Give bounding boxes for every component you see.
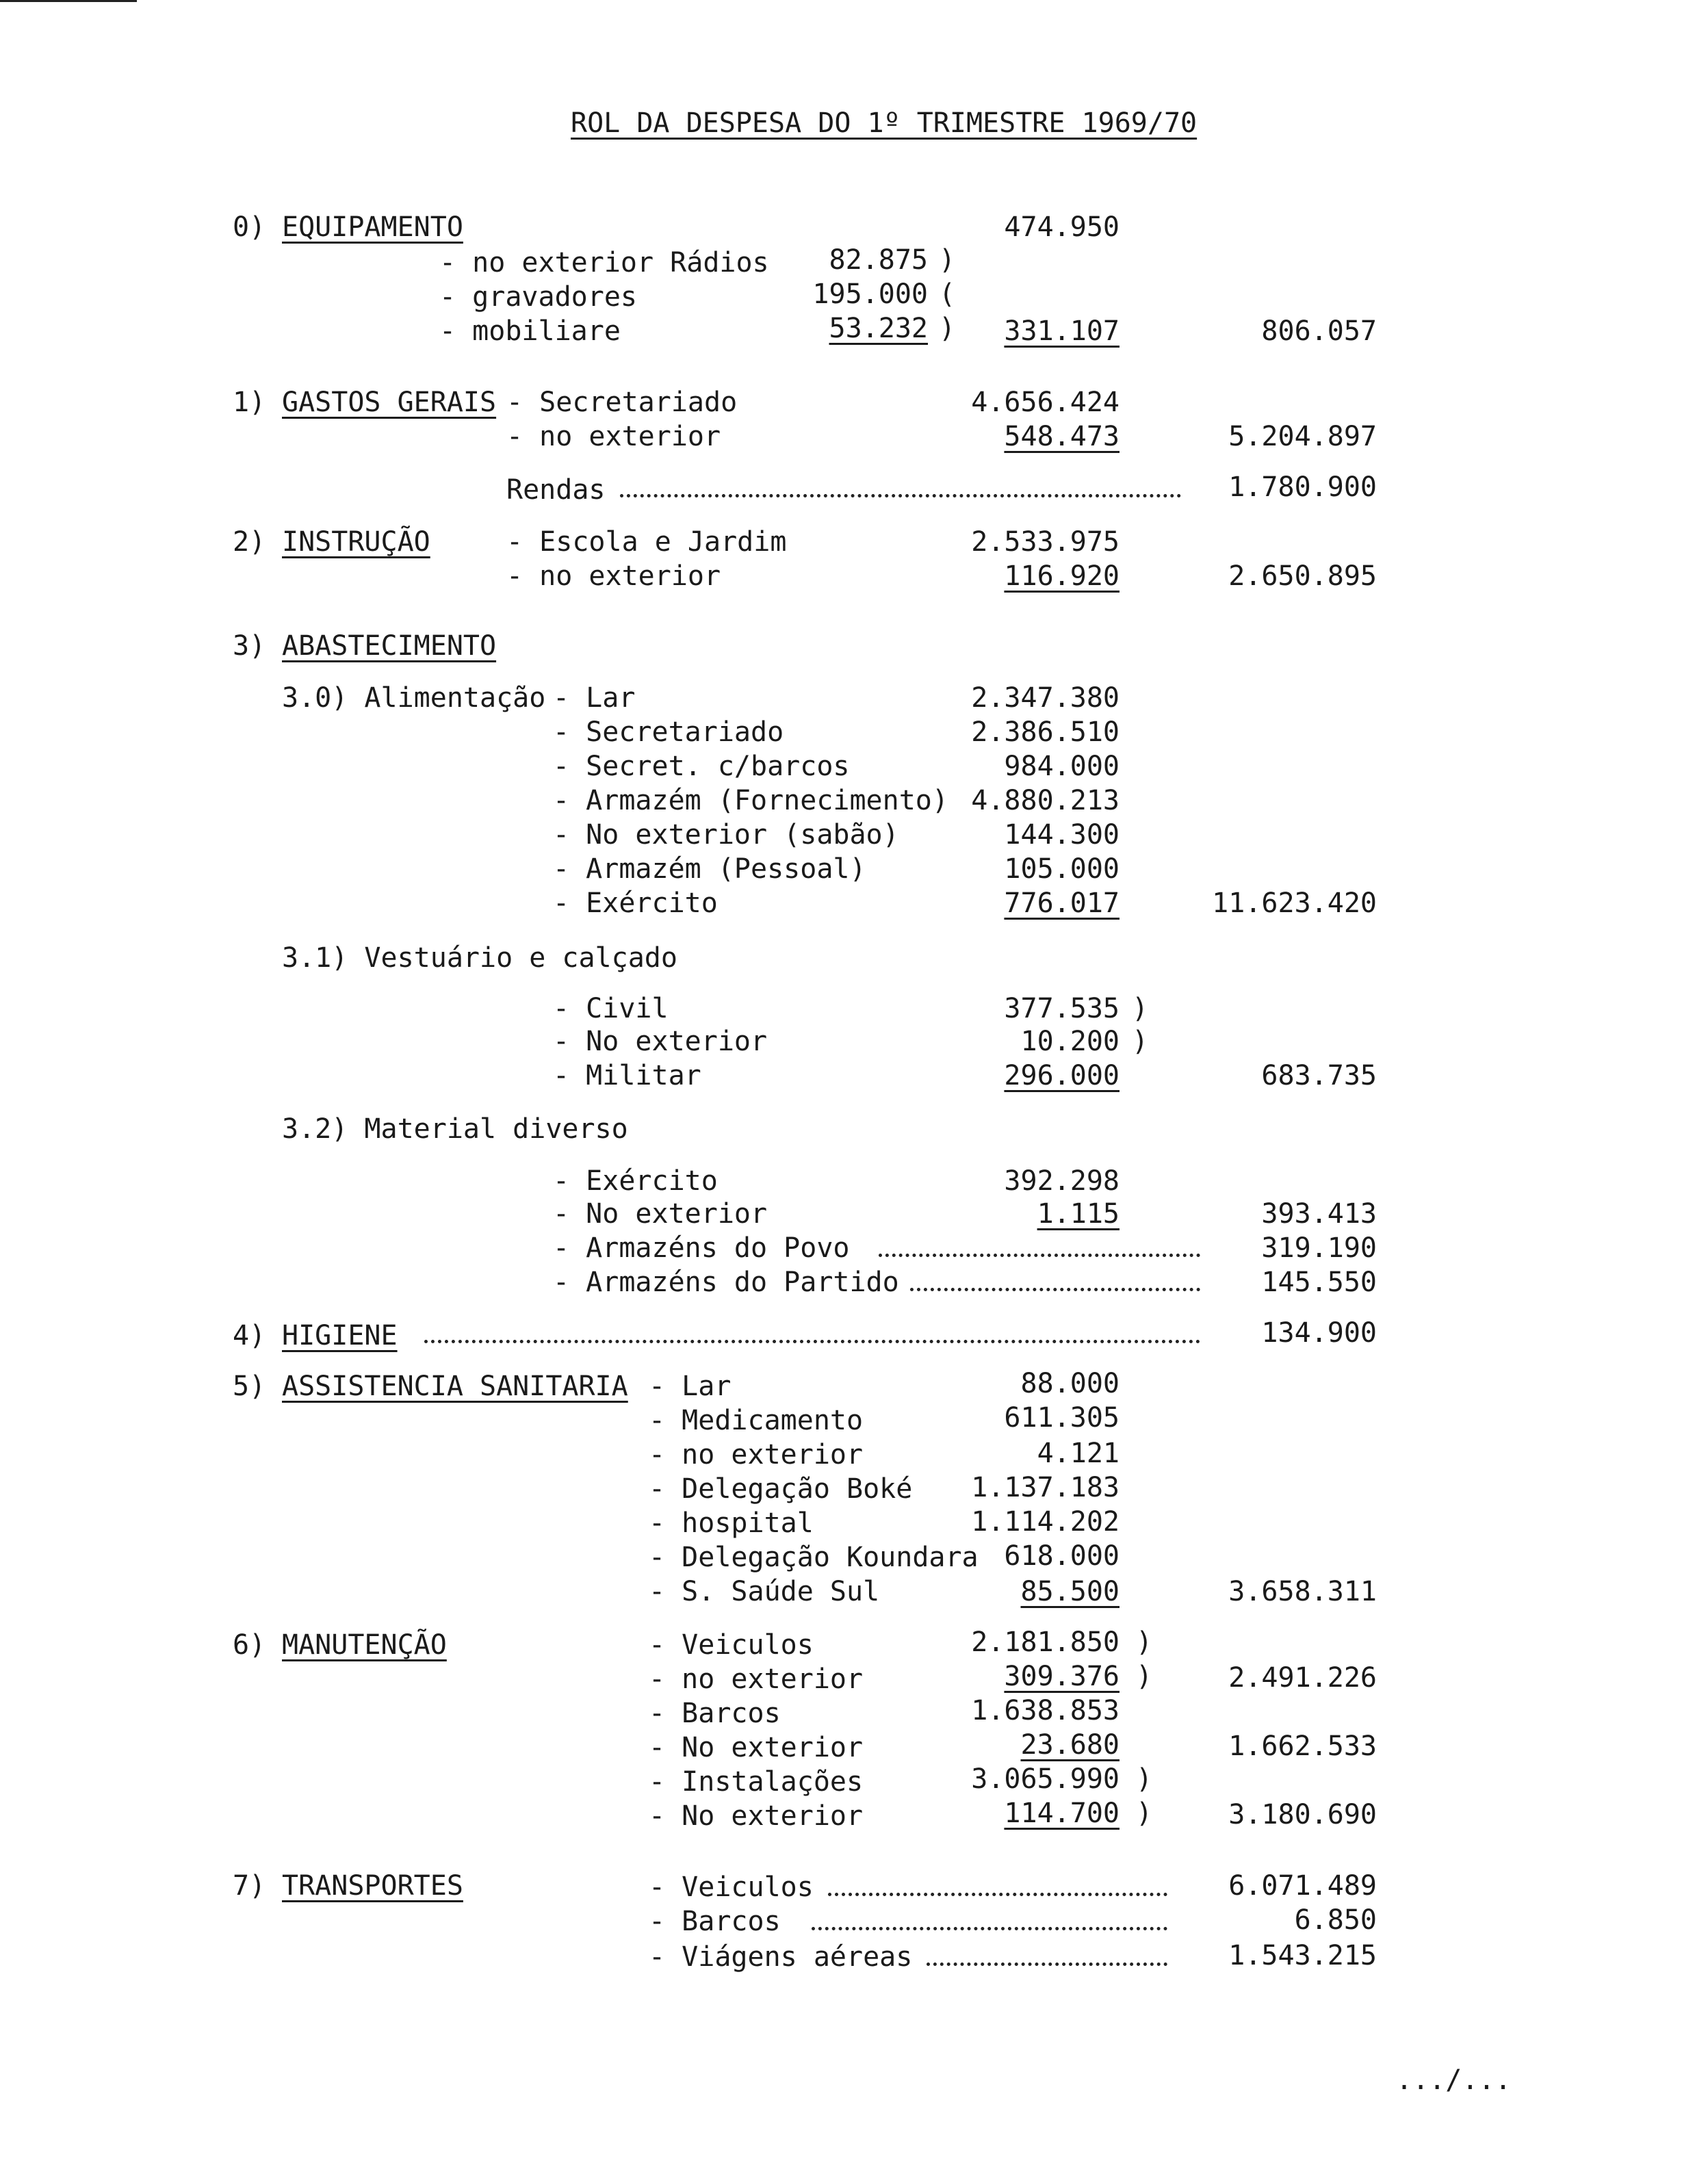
- subtotal-value: 474.950: [1004, 211, 1120, 243]
- line-value: 4.880.213: [971, 785, 1120, 816]
- bracket-mark: ): [1132, 993, 1149, 1024]
- line-value: 377.535: [1004, 993, 1120, 1024]
- continuation-mark: .../...: [1396, 2064, 1512, 2096]
- line-value: 4.656.424: [971, 387, 1120, 418]
- line-label: - Instalações: [649, 1766, 864, 1798]
- line-value: 618.000: [1004, 1540, 1120, 1572]
- section-heading: TRANSPORTES: [282, 1870, 463, 1902]
- section-number: 5): [233, 1371, 266, 1402]
- line-label: - Armazéns do Partido: [553, 1267, 899, 1298]
- section-total: 393.413: [1261, 1198, 1377, 1230]
- section-total: 806.057: [1261, 315, 1377, 347]
- line-label: - No exterior: [649, 1732, 864, 1763]
- rendas-label: Rendas: [506, 474, 606, 506]
- line-label: - Delegação Boké: [649, 1473, 913, 1505]
- line-label: - Civil: [553, 993, 669, 1024]
- section-number: 6): [233, 1629, 266, 1661]
- line-label: - Secretariado: [506, 387, 738, 418]
- line-value: 10.200: [1020, 1026, 1120, 1057]
- line-label: - Exército: [553, 888, 718, 919]
- line-value: 1.115: [1037, 1198, 1120, 1230]
- dot-leader: [812, 1927, 1167, 1930]
- section-total: 5.204.897: [1228, 421, 1377, 452]
- section-number: 7): [233, 1870, 266, 1902]
- section-number: 4): [233, 1320, 266, 1351]
- line-label: - Barcos: [649, 1906, 781, 1937]
- section-heading: MANUTENÇÃO: [282, 1629, 447, 1661]
- line-label: - S. Saúde Sul: [649, 1576, 880, 1607]
- bracket-mark: ): [1136, 1627, 1153, 1658]
- bracket-mark: ): [1136, 1763, 1153, 1795]
- bracket-mark: ): [939, 244, 956, 276]
- line-label: - Veiculos: [649, 1871, 814, 1903]
- section-total: 3.658.311: [1228, 1576, 1377, 1607]
- line-label: - Secret. c/barcos: [553, 751, 850, 782]
- section-number: 0): [233, 211, 266, 243]
- line-value: 548.473: [1004, 421, 1120, 452]
- line-label: - Lar: [553, 682, 636, 714]
- line-label: - no exterior Rádios: [439, 247, 769, 279]
- line-label: - Medicamento: [649, 1405, 864, 1436]
- section-heading: ABASTECIMENTO: [282, 630, 497, 662]
- line-label: - hospital: [649, 1507, 814, 1539]
- dot-leader: [424, 1340, 1200, 1343]
- line-label: - Armazém (Fornecimento): [553, 785, 948, 816]
- dot-leader: [910, 1288, 1200, 1291]
- group-subtotal: 331.107: [1004, 315, 1120, 347]
- section-total: 6.850: [1294, 1904, 1377, 1936]
- subsection-heading: 3.1) Vestuário e calçado: [282, 942, 677, 974]
- line-label: - Delegação Koundara: [649, 1542, 979, 1573]
- rendas-total: 1.780.900: [1228, 471, 1377, 503]
- bracket-mark: (: [939, 279, 956, 310]
- line-label: - No exterior: [553, 1026, 768, 1057]
- line-label: - mobiliare: [439, 315, 621, 347]
- dot-leader: [879, 1254, 1200, 1257]
- bracket-mark: ): [1136, 1661, 1153, 1692]
- line-value: 105.000: [1004, 853, 1120, 885]
- section-number: 3): [233, 630, 266, 662]
- section-total: 2.650.895: [1228, 560, 1377, 592]
- line-label: - Escola e Jardim: [506, 526, 787, 558]
- line-value: 392.298: [1004, 1165, 1120, 1197]
- line-label: - Barcos: [649, 1698, 781, 1729]
- bracket-mark: ): [939, 313, 956, 344]
- subsection-heading: 3.0) Alimentação: [282, 682, 546, 714]
- section-total: 3.180.690: [1228, 1799, 1377, 1830]
- line-value: 2.533.975: [971, 526, 1120, 558]
- section-heading: INSTRUÇÃO: [282, 526, 430, 558]
- line-value: 82.875: [829, 244, 928, 276]
- section-total: 1.543.215: [1228, 1940, 1377, 1971]
- section-total: 683.735: [1261, 1060, 1377, 1091]
- line-label: - no exterior: [506, 421, 721, 452]
- line-value: 611.305: [1004, 1402, 1120, 1434]
- line-label: - Lar: [649, 1371, 732, 1402]
- section-total: 1.662.533: [1228, 1731, 1377, 1762]
- line-value: 1.114.202: [971, 1506, 1120, 1538]
- line-label: - No exterior: [553, 1198, 768, 1230]
- subsection-heading: 3.2) Material diverso: [282, 1113, 628, 1145]
- line-value: 144.300: [1004, 819, 1120, 851]
- section-heading: GASTOS GERAIS: [282, 387, 497, 418]
- line-value: 3.065.990: [971, 1763, 1120, 1795]
- section-total: 2.491.226: [1228, 1662, 1377, 1694]
- line-value: 195.000: [812, 279, 928, 310]
- line-value: 984.000: [1004, 751, 1120, 782]
- scan-edge-line: [0, 0, 137, 2]
- line-value: 2.386.510: [971, 716, 1120, 748]
- section-number: 2): [233, 526, 266, 558]
- section-number: 1): [233, 387, 266, 418]
- line-value: 1.137.183: [971, 1472, 1120, 1503]
- section-heading: HIGIENE: [282, 1320, 398, 1351]
- line-value: 296.000: [1004, 1060, 1120, 1091]
- line-label: - Viágens aéreas: [649, 1941, 913, 1973]
- dot-leader: [927, 1963, 1167, 1966]
- line-label: - Veiculos: [649, 1629, 814, 1661]
- line-label: - No exterior: [649, 1800, 864, 1832]
- section-total: 319.190: [1261, 1232, 1377, 1264]
- line-label: - Secretariado: [553, 716, 784, 748]
- line-label: - No exterior (sabão): [553, 819, 899, 851]
- line-label: - Militar: [553, 1060, 701, 1091]
- dot-leader: [620, 494, 1181, 497]
- line-value: 23.680: [1020, 1729, 1120, 1761]
- line-label: - Exército: [553, 1165, 718, 1197]
- line-value: 53.232: [829, 313, 928, 344]
- line-value: 2.347.380: [971, 682, 1120, 714]
- section-heading: ASSISTENCIA SANITARIA: [282, 1371, 628, 1402]
- section-total: 11.623.420: [1212, 888, 1377, 919]
- section-total: 145.550: [1261, 1267, 1377, 1298]
- section-heading: EQUIPAMENTO: [282, 211, 463, 243]
- line-value: 114.700: [1004, 1798, 1120, 1829]
- line-value: 88.000: [1020, 1368, 1120, 1399]
- line-value: 1.638.853: [971, 1695, 1120, 1726]
- bracket-mark: ): [1136, 1798, 1153, 1829]
- section-total: 6.071.489: [1228, 1870, 1377, 1902]
- line-value: 116.920: [1004, 560, 1120, 592]
- page-title: ROL DA DESPESA DO 1º TRIMESTRE 1969/70: [571, 107, 1198, 139]
- line-value: 85.500: [1020, 1576, 1120, 1607]
- line-label: - Armazém (Pessoal): [553, 853, 866, 885]
- section-total: 134.900: [1261, 1317, 1377, 1349]
- line-label: - Armazéns do Povo: [553, 1232, 850, 1264]
- dot-leader: [828, 1893, 1167, 1896]
- line-value: 4.121: [1037, 1438, 1120, 1469]
- line-value: 2.181.850: [971, 1627, 1120, 1658]
- bracket-mark: ): [1132, 1026, 1149, 1057]
- line-value: 309.376: [1004, 1661, 1120, 1692]
- line-label: - no exterior: [649, 1663, 864, 1695]
- line-label: - gravadores: [439, 281, 637, 313]
- line-label: - no exterior: [506, 560, 721, 592]
- line-label: - no exterior: [649, 1439, 864, 1471]
- line-value: 776.017: [1004, 888, 1120, 919]
